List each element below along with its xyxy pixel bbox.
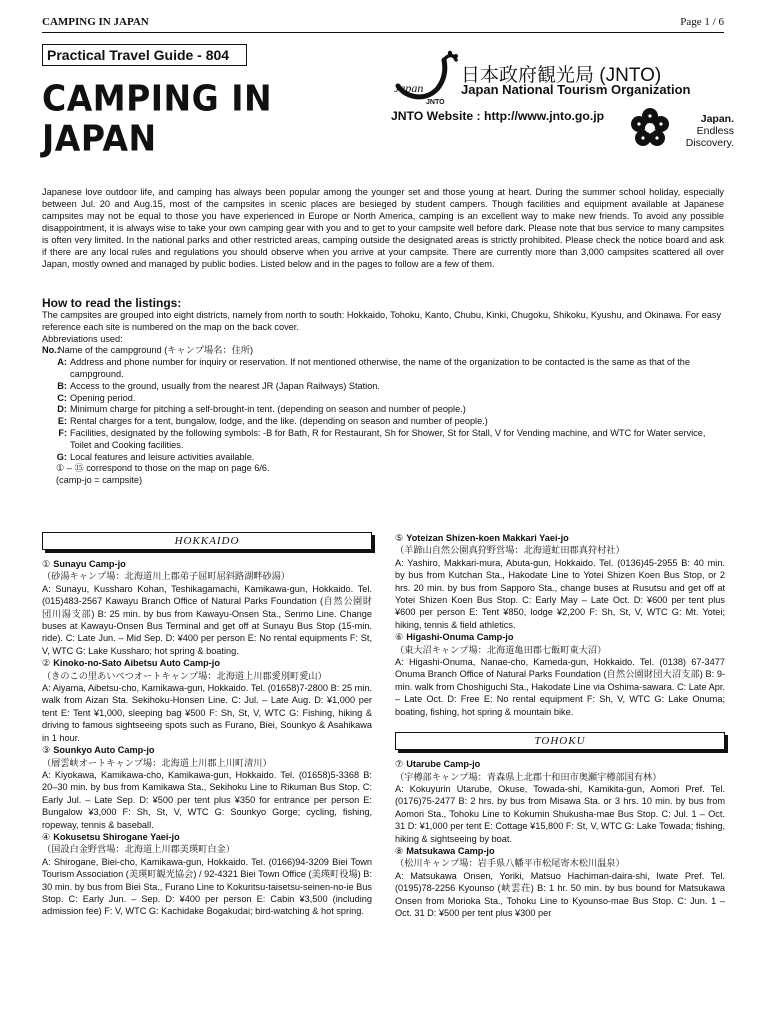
section-tohoku: TOHOKU: [395, 732, 725, 750]
entry-name: Utarube Camp-jo: [406, 759, 481, 770]
entry-address-jp: （松川キャンプ場：岩手県八幡平市松尾寄木松川温泉）: [395, 858, 625, 869]
campsite-entry: [395, 758, 725, 845]
abbr-item: [42, 357, 724, 381]
abbr-text: Minimum charge for pitching a self-brought-in tent. (depending on season and number of people.): [70, 404, 466, 415]
logo-text: Japan: [394, 81, 424, 95]
title-line-2: JAPAN: [42, 116, 157, 159]
abbr-text: Rental charges for a tent, bungalow, lodge, and the like. (depending on season and number of people.): [70, 416, 488, 427]
page-title: [42, 78, 342, 158]
abbr-title: Abbreviations used:: [42, 333, 123, 344]
abbr-key: F:: [58, 427, 67, 438]
left-column: [42, 532, 372, 918]
jnto-website: JNTO Website : http://www.jnto.go.jp: [391, 109, 605, 123]
entry-number: ⑥: [395, 632, 404, 643]
right-column: [395, 532, 725, 919]
abbr-text: Address and phone number for inquiry or reservation. If not mentioned otherwise, the name of the organization to be contacted is the same as that of the campground.: [70, 357, 691, 379]
entry-body: A: Matsukawa Onsen, Yoriki, Matsuo Hachiman-daira-shi, Iwate Pref. Tel. (0195)78-2256 Kyounso (峡雲荘) B: 1 hr. 50 min. by bus bound for Matsukawa Onsen from Morioka Sta., Tohoku Line to Kyounso-mae Bus Stop. C: Jun. 1 – Oct. 31 D: ¥500 per tent plus ¥300 per: [395, 870, 725, 918]
entry-body: A: Kiyokawa, Kamikawa-cho, Kamikawa-gun, Hokkaido. Tel. (01658)5-3368 B: 20–30 min. by bus from Kamikawa Sta., Sekihoku Line to Rikuman Bus Stop. C: Early Jul. – Late Sep. D: ¥500 per tent plus ¥350 for entrance per person E: Bungalow ¥3,000 F: Sh, St, V, WTC G: Sounkyo Gorge; cycling, fishing, ropeway, tennis & baseball.: [42, 769, 372, 830]
campsite-entry: [395, 532, 725, 631]
jnto-name-en: Japan National Tourism Organization: [461, 82, 691, 97]
campsite-entry: [42, 558, 372, 657]
page-number: Page 1 / 6: [680, 16, 724, 28]
campsite-entry: [42, 831, 372, 918]
campsite-entry: [42, 657, 372, 744]
entry-address-jp: （宇樽部キャンプ場：青森県上北郡十和田市奥瀬宇樽部国有林）: [395, 771, 662, 782]
abbr-key: D:: [57, 404, 67, 415]
abbr-item: [42, 345, 724, 357]
entry-name: Kokusetsu Shirogane Yaei-jo: [53, 831, 180, 842]
entry-body: A: Shirogane, Biei-cho, Kamikawa-gun, Hokkaido. Tel. (0166)94-3209 Biei Town Tourism Association (美瑛町観光協会) / 92-4321 Biei Town Office (美瑛町役場) B: 30 min. by bus from Biei Sta., Furano Line to Kokuritsu-taisetsu-seinen-no-ie Bus Stop. C: Early Jun. – Sep. D: ¥400 per person E: Cabin ¥3,500 (including admission fee) F: V, WTC G: Kachidake Bogakudai; bird-watching & hot spring.: [42, 856, 372, 917]
abbr-key: No.:: [42, 345, 60, 356]
abbr-text: Name of the campground (キャンプ場名：住所): [58, 345, 254, 356]
entry-body: A: Sunayu, Kussharo Kohan, Teshikagamachi, Kamikawa-gun, Hokkaido. Tel. (015)483-2567 Kawayu Branch Office of Natural Parks Foundation (自然公園財団川湯支部) B: 25 min. by bus from Kawayu-Onsen Sta., Senmo Line. Change buses at Kawayu-Onsen Bus Terminal and get off at Sunayu Bus Stop (15-min. ride). C: Late Jun. – Mid Sep. D: ¥400 per person E: No rental equipments F: St, V, WTC G: Lake Kussharo; hot spring & boating.: [42, 583, 372, 656]
entry-body: A: Yashiro, Makkari-mura, Abuta-gun, Hokkaido. Tel. (0136)45-2955 B: 40 min. by bus from Kutchan Sta., Hakodate Line to Yotei Shizen Koen Bus Stop, or 2 hrs. 20 min. by bus from Sapporo Sta., change buses at Rusutsu and get off at Yotei Shizen Koen Bus Stop. C: Early May – Late Oct. D: ¥600 per tent plus ¥600 per person E: Tent ¥850, lodge ¥2,200 F: Sh, St, V, WTC G: Mt. Yotei; hiking, tennis & field athletics.: [395, 557, 725, 630]
guide-label: Practical Travel Guide - 804: [42, 44, 247, 66]
entry-address-jp: （羊蹄山自然公園真狩野営場：北海道虻田郡真狩村社）: [395, 545, 625, 556]
entry-address-jp: （きのこの里あいべつオートキャンプ場：北海道上川郡愛別町愛山）: [42, 670, 327, 681]
entry-name: Yoteizan Shizen-koen Makkari Yaei-jo: [406, 533, 569, 543]
jnto-name-jp: 日本政府観光局 (JNTO): [461, 65, 662, 86]
entry-address-jp: （国設白金野営場：北海道上川郡美瑛町白金）: [42, 844, 235, 855]
entry-body: A: Kokuyurin Utarube, Okuse, Towada-shi, Kamikita-gun, Aomori Pref. Tel. (0176)75-2477 B: 2 hrs. by bus from Misawa Sta. or 3 hrs. 10 min. by bus from Aomori Sta., Tohoku Line to Kokumin Shukusha-mae Bus Stop. C: Jul. 1 – Oct. 31 D: ¥1,000 per tent E: Cottage ¥15,800 F: St, V, WTC G: Lake Towada; fishing, hiking & sightseeing by boat.: [395, 783, 725, 844]
abbr-item: [42, 393, 724, 405]
entry-number: ③: [42, 745, 51, 756]
camp-note: (camp-jo = campsite): [56, 475, 143, 486]
abbr-key: E:: [57, 416, 67, 427]
jnto-logo: [392, 48, 462, 106]
abbr-key: A:: [57, 357, 67, 368]
entry-number: ⑤: [395, 533, 404, 543]
abbr-text: Facilities, designated by the following symbols: -B for Bath, R for Restaurant, Sh for Shower, St for Stall, V for Vending machine, and WTC for Water service, Toilet and Cooking facilities.: [70, 427, 706, 450]
abbr-key: G:: [56, 451, 67, 462]
entry-name: Sounkyo Auto Camp-jo: [53, 745, 155, 756]
abbr-item: [42, 428, 724, 452]
running-title: CAMPING IN JAPAN: [42, 16, 149, 28]
entry-name: Sunayu Camp-jo: [53, 559, 126, 569]
entry-address-jp: （層雲峡オートキャンプ場：北海道上川郡上川町清川）: [42, 757, 272, 768]
abbr-text: Access to the ground, usually from the nearest JR (Japan Railways) Station.: [70, 380, 380, 391]
entry-address-jp: （東大沼キャンプ場：北海道亀田郡七飯町東大沼）: [395, 644, 607, 655]
title-line-1: CAMPING IN: [42, 76, 273, 120]
campsite-entry: [42, 744, 372, 831]
tagline: [674, 113, 734, 149]
campsite-entry: [395, 631, 725, 718]
entry-body: A: Aiyama, Aibetsu-cho, Kamikawa-gun, Hokkaido. Tel. (01658)7-2800 B: 25 min. walk from Aizan Sta. Sekihoku-Honsen Line. C: Jul. – Late Aug. D: ¥1,000 per tent E: Tent ¥1,000, sleeping bag ¥500 F: Sh, St, V, WTC G: Fishing, hiking & driving to famous sightseeing spots such as Furano, Biei, Sounkyo & Asahikawa in 1 hour.: [42, 683, 372, 743]
abbr-item: [42, 404, 724, 416]
tagline-2: Endless: [696, 125, 734, 137]
tagline-1: Japan.: [700, 113, 734, 125]
entry-number: ①: [42, 559, 51, 569]
entry-name: Kinoko-no-Sato Aibetsu Auto Camp-jo: [53, 658, 220, 669]
tagline-3: Discovery.: [685, 137, 734, 149]
entry-name: Higashi-Onuma Camp-jo: [406, 632, 514, 643]
abbr-key: C:: [57, 392, 67, 403]
entry-number: ⑧: [395, 845, 404, 856]
abbr-key: B:: [57, 380, 67, 391]
abbr-item: [42, 381, 724, 393]
howto-lead: The campsites are grouped into eight districts, namely from north to south: Hokkaido, Tohoku, Kanto, Chubu, Kinki, Chugoku, Shikoku, Kyushu, and Okinawa. For easy reference each site is numbered on the map on the back cover.: [42, 310, 722, 332]
abbr-item: [42, 416, 724, 428]
abbr-item: [42, 452, 724, 464]
entry-number: ⑦: [395, 759, 404, 770]
entry-name: Matsukawa Camp-jo: [406, 845, 495, 856]
abbr-text: Local features and leisure activities available.: [70, 451, 255, 462]
entry-body: A: Higashi-Onuma, Nanae-cho, Kameda-gun, Hokkaido. Tel. (0138) 67-3477 Onuma Branch Office of Natural Parks Foundation (自然公園財団大沼支部) B: 9-min. walk from Choshiguchi Sta., Hakodate Line via Oshima-sawara. C: Late Apr. – Late Oct. D: Free E: No rental equipment F: Sh, V, WTC G: Lake Onuma; boating, fishing, hot spring & mountain bike.: [395, 657, 725, 717]
howto-block: [42, 310, 724, 487]
entry-address-jp: （砂湯キャンプ場：北海道川上郡弟子屈町屈斜路湖畔砂湯）: [42, 571, 291, 582]
howto-title: How to read the listings:: [42, 296, 182, 310]
section-hokkaido: HOKKAIDO: [42, 532, 372, 550]
map-note: ① – ⑮ correspond to those on the map on page 6/6.: [56, 463, 270, 474]
entry-number: ④: [42, 831, 51, 842]
entry-number: ②: [42, 658, 51, 669]
flower-icon: [628, 106, 672, 150]
campsite-entry: [395, 845, 725, 919]
intro-paragraph: Japanese love outdoor life, and camping has always been popular among the younger set and those young at heart. During the summer school holiday, especially between Jul. 20 and Aug.15, most of the campsites in scenic places are besieged by student campers. Though facilities and equipment available at Japanese campsites may not be equal to those you have experienced in Europe or North America, camping is an excellent way to make new friends. To avoid any possible disappointment, it is always wise to take your own camping gear with you and to get to your campsite well before dark. Please note that bus service to many campsites is often very limited. In the national parks and other restricted areas, camping outside the designated areas is strictly prohibited. Please check the notice board and ask if there are any local rules and regulations you should observe when you arrive at your campsite. There are currently more than 3,000 campsites scattered all over Japan, mostly owned and managed by public bodies. Listed below and in the pages to follow are a few of them.: [42, 187, 724, 269]
page-header: [42, 14, 724, 33]
logo-sub: JNTO: [426, 99, 445, 106]
abbr-text: Opening period.: [70, 392, 136, 403]
